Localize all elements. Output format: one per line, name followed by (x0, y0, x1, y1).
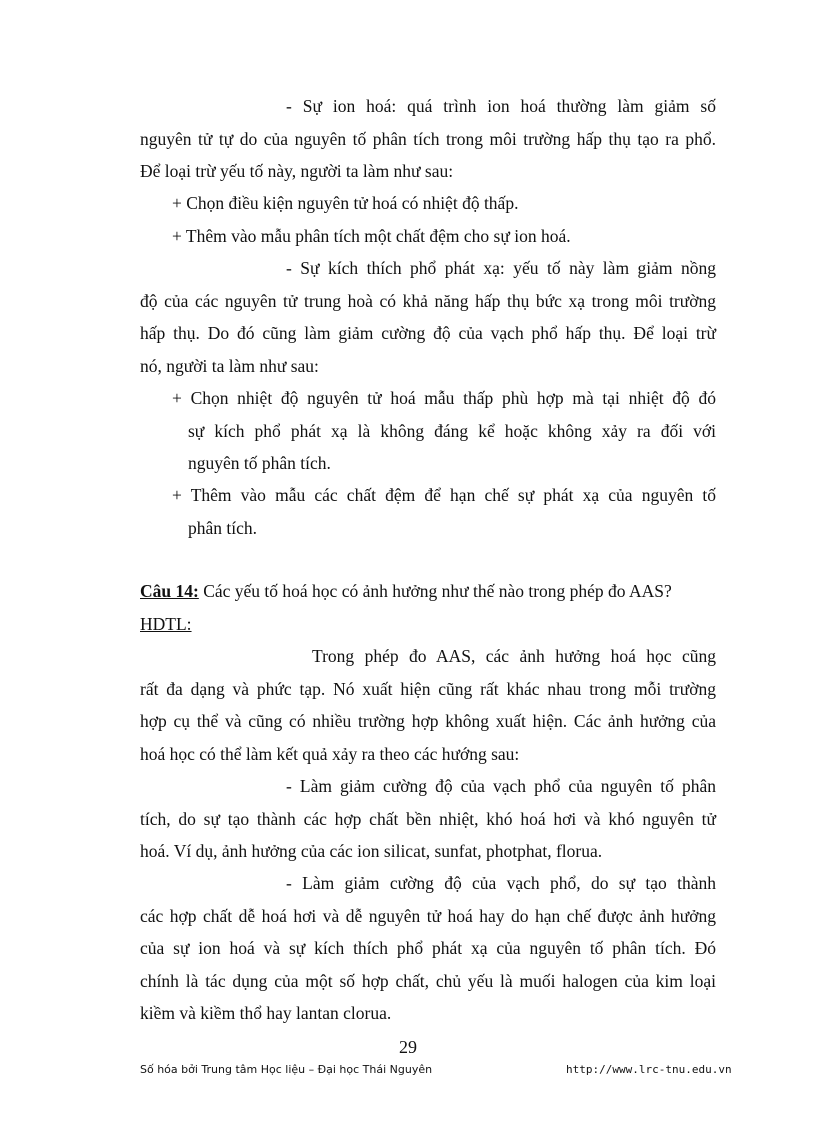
text-line: - Làm giảm cường độ của vạch phổ, do sự tạo thành (286, 873, 716, 893)
question-text: Các yếu tố hoá học có ảnh hưởng như thế nào trong phép đo AAS? (198, 581, 672, 601)
footer-source: Số hóa bởi Trung tâm Học liệu – Đại học Thái Nguyên (140, 1063, 433, 1076)
footer-url: http://www.lrc-tnu.edu.vn (566, 1063, 732, 1076)
text-line: - Sự ion hoá: quá trình ion hoá thường làm giảm số (286, 96, 716, 116)
bullet-list-ionization (172, 187, 732, 252)
bullet-item-buffer (172, 479, 716, 544)
text-line: hợp cụ thể và cũng có nhiều trường hợp không xuất hiện. Các ảnh hưởng của (140, 711, 716, 731)
text-line: nó, người ta làm như sau: (140, 355, 319, 376)
text-line: hấp thụ. Do đó cũng làm giảm cường độ của vạch phổ hấp thụ. Để loại trừ (140, 323, 716, 343)
list-item: + Thêm vào mẫu phân tích một chất đệm cho sự ion hoá. (172, 225, 571, 246)
paragraph-ionization (140, 90, 716, 188)
text-line: các hợp chất dễ hoá hơi và dễ nguyên tử hoá hay do hạn chế được ảnh hưởng (140, 905, 716, 926)
text-line: Để loại trừ yếu tố này, người ta làm như sau: (140, 161, 454, 181)
text-line: + Chọn nhiệt độ nguyên tử hoá mẫu thấp phù hợp mà tại nhiệt độ đó (172, 388, 716, 408)
text-line: chính là tác dụng của một số hợp chất, chủ yếu là muối halogen của kim loại (140, 970, 716, 991)
text-line: hoá. Ví dụ, ảnh hưởng của các ion silicat, sunfat, photphat, florua. (140, 841, 603, 861)
text-line: nguyên tố phân tích. (188, 453, 331, 473)
text-line: của sự ion hoá và sự kích thích phổ phát xạ của nguyên tố phân tích. Đó (140, 938, 716, 958)
text-line: - Sự kích thích phổ phát xạ: yếu tố này làm giảm nồng (286, 258, 716, 278)
paragraph-decrease-intensity-1 (140, 770, 716, 868)
question-label: Câu 14: (140, 581, 199, 601)
text-line: - Làm giảm cường độ của vạch phổ của nguyên tố phân (286, 776, 716, 796)
paragraph-chemical-effects (140, 640, 716, 770)
list-item: + Chọn điều kiện nguyên tử hoá có nhiệt độ thấp. (172, 193, 519, 213)
bullet-item-low-temperature (172, 382, 716, 480)
text-line: phân tích. (188, 517, 258, 538)
question-heading (140, 575, 672, 640)
text-line: hoá học có thể làm kết quả xảy ra theo các hướng sau: (140, 743, 520, 764)
paragraph-decrease-intensity-2 (140, 867, 716, 1030)
text-line: sự kích phổ phát xạ là không đáng kể hoặc không xảy ra đối với (188, 420, 716, 441)
text-line: tích, do sự tạo thành các hợp chất bền nhiệt, khó hoá hơi và khó nguyên tử (140, 808, 716, 829)
text-line: độ của các nguyên tử trung hoà có khả năng hấp thụ bức xạ trong môi trường (140, 290, 716, 311)
paragraph-emission (140, 252, 716, 382)
text-line: Trong phép đo AAS, các ảnh hưởng hoá học cũng (312, 646, 716, 666)
text-line: + Thêm vào mẫu các chất đệm để hạn chế sự phát xạ của nguyên tố (172, 485, 716, 505)
text-line: nguyên tử tự do của nguyên tố phân tích trong môi trường hấp thụ tạo ra phổ. (140, 128, 716, 149)
text-line: kiềm và kiềm thổ hay lantan clorua. (140, 1003, 392, 1023)
answer-label: HDTL: (140, 613, 192, 634)
text-line: rất đa dạng và phức tạp. Nó xuất hiện cũng rất khác nhau trong mỗi trường (140, 678, 716, 699)
page-number: 29 (399, 1037, 417, 1057)
